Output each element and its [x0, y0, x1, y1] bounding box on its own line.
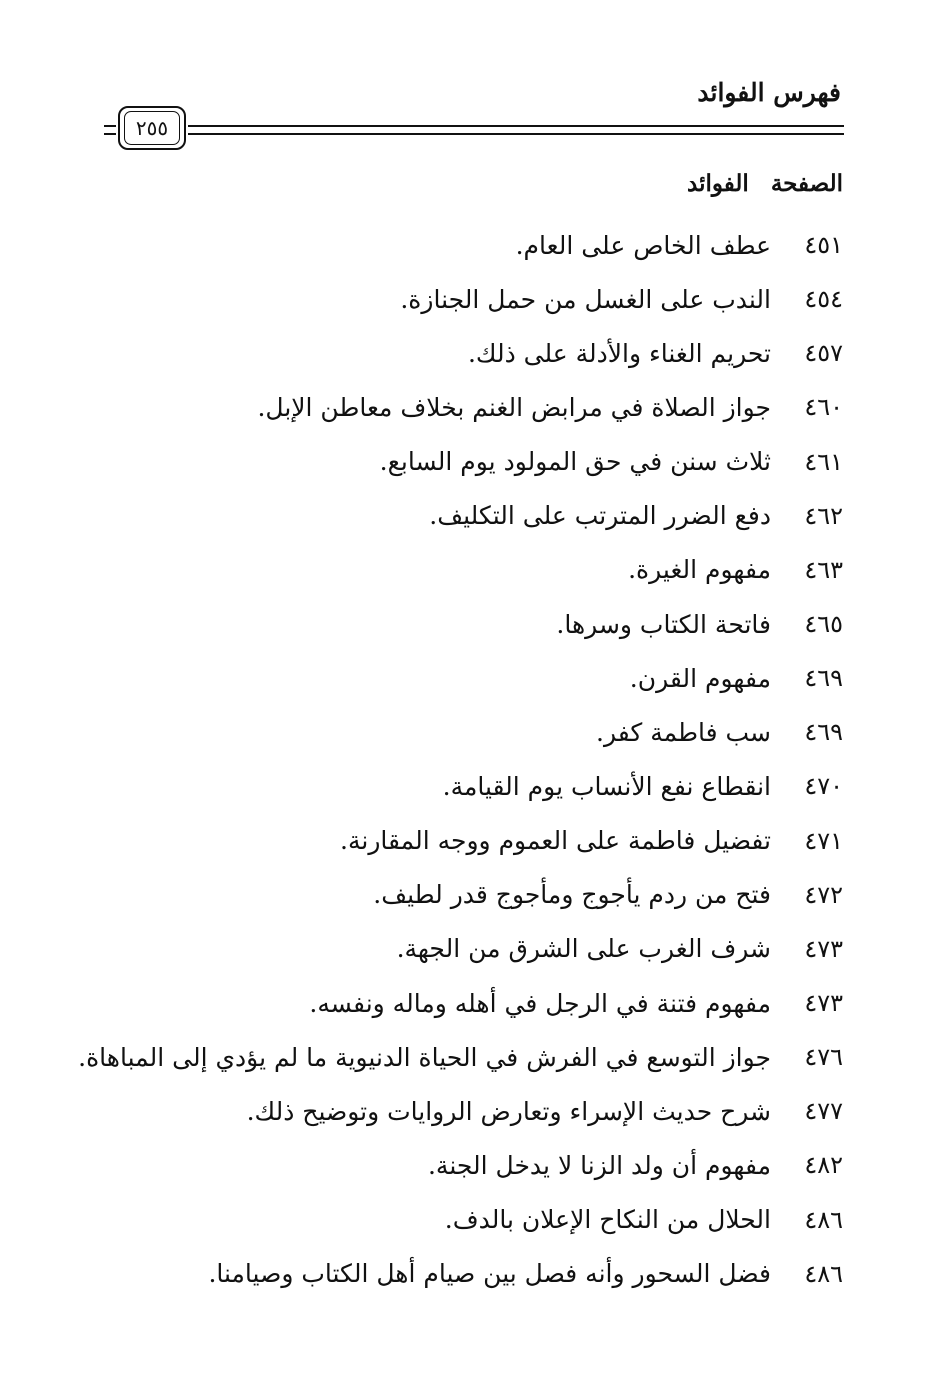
- entry-page-number: ٤٦٥: [804, 610, 843, 639]
- index-entry: [83, 868, 843, 922]
- entry-title: فاتحة الكتاب وسرها.: [556, 609, 771, 639]
- entry-page-number: ٤٥١: [804, 231, 843, 260]
- running-title: فهرس الفوائد: [697, 78, 841, 107]
- entry-page-number: ٤٧٧: [804, 1097, 843, 1126]
- index-list: [78, 218, 843, 1301]
- entry-page-number: ٤٥٧: [804, 339, 843, 368]
- entry-title: سب فاطمة كفر.: [596, 717, 771, 747]
- entry-title: مفهوم الغيرة.: [628, 555, 771, 585]
- index-entry: [83, 1084, 843, 1138]
- index-entry: [83, 651, 843, 705]
- entry-title: فضل السحور وأنه فصل بين صيام أهل الكتاب وصيامنا.: [208, 1259, 771, 1289]
- entry-title: جواز التوسع في الفرش في الحياة الدنيوية ما لم يؤدي إلى المباهاة.: [78, 1042, 771, 1072]
- index-entry: [83, 543, 843, 597]
- entry-page-number: ٤٧٣: [804, 989, 843, 1018]
- entry-page-number: ٤٦٠: [804, 393, 843, 422]
- entry-title: مفهوم أن ولد الزنا لا يدخل الجنة.: [427, 1150, 771, 1180]
- column-header-topic: الفوائد: [687, 170, 749, 197]
- entry-title: الندب على الغسل من حمل الجنازة.: [400, 284, 771, 314]
- entry-page-number: ٤٧٣: [804, 934, 843, 963]
- index-entry: [83, 759, 843, 813]
- entry-page-number: ٤٨٢: [804, 1151, 843, 1180]
- header-rule-tail: [104, 133, 116, 135]
- entry-title: مفهوم فتنة في الرجل في أهله وماله ونفسه.: [309, 988, 771, 1018]
- column-header-page: الصفحة: [770, 170, 843, 197]
- entry-page-number: ٤٧٢: [804, 880, 843, 909]
- page-number: ٢٥٥: [124, 111, 180, 145]
- index-entry: [83, 218, 843, 272]
- entry-title: الحلال من النكاح الإعلان بالدف.: [444, 1205, 771, 1235]
- index-entry: [83, 976, 843, 1030]
- entry-page-number: ٤٨٦: [804, 1205, 843, 1234]
- index-entry: [83, 326, 843, 380]
- entry-title: ثلاث سنن في حق المولود يوم السابع.: [379, 447, 771, 477]
- entry-title: شرح حديث الإسراء وتعارض الروايات وتوضيح ذلك.: [246, 1096, 771, 1126]
- index-entry: [78, 1030, 843, 1084]
- entry-page-number: ٤٧١: [804, 826, 843, 855]
- index-entry: [83, 1193, 843, 1247]
- index-entry: [83, 814, 843, 868]
- entry-page-number: ٤٦٢: [804, 501, 843, 530]
- entry-title: شرف الغرب على الشرق من الجهة.: [396, 934, 771, 964]
- column-headers: [687, 170, 843, 197]
- index-entry: [83, 380, 843, 434]
- index-entry: [83, 705, 843, 759]
- header-rule-tail: [104, 125, 116, 127]
- entry-title: دفع الضرر المترتب على التكليف.: [429, 501, 771, 531]
- entry-title: فتح من ردم يأجوج ومأجوج قدر لطيف.: [373, 880, 771, 910]
- entry-page-number: ٤٦٩: [804, 664, 843, 693]
- entry-title: انقطاع نفع الأنساب يوم القيامة.: [442, 771, 771, 801]
- entry-page-number: ٤٦٩: [804, 718, 843, 747]
- entry-title: تفضيل فاطمة على العموم ووجه المقارنة.: [340, 826, 771, 856]
- entry-title: مفهوم القرن.: [629, 663, 771, 693]
- header-rule: [188, 133, 844, 135]
- index-entry: [83, 435, 843, 489]
- entry-page-number: ٤٦٣: [804, 555, 843, 584]
- entry-title: جواز الصلاة في مرابض الغنم بخلاف معاطن الإبل.: [257, 392, 771, 422]
- entry-page-number: ٤٦١: [804, 447, 843, 476]
- entry-page-number: ٤٨٦: [804, 1259, 843, 1288]
- entry-page-number: ٤٥٤: [804, 285, 843, 314]
- index-entry: [83, 1247, 843, 1301]
- index-entry: [83, 922, 843, 976]
- index-entry: [83, 272, 843, 326]
- entry-page-number: ٤٧٦: [804, 1043, 843, 1072]
- entry-title: تحريم الغناء والأدلة على ذلك.: [467, 338, 771, 368]
- entry-page-number: ٤٧٠: [804, 772, 843, 801]
- entry-title: عطف الخاص على العام.: [515, 230, 771, 260]
- index-entry: [83, 597, 843, 651]
- index-entry: [83, 1138, 843, 1192]
- header-rule: [188, 125, 844, 127]
- index-entry: [83, 489, 843, 543]
